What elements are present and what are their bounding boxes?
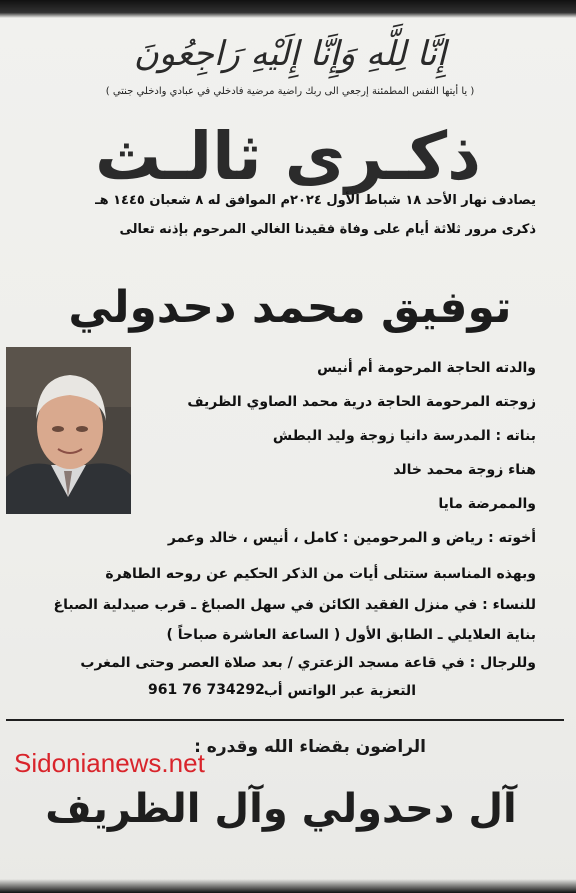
family-mother: والدته الحاجة المرحومة أم أنيس	[317, 360, 536, 376]
verse-subtitle: ( يا أيتها النفس المطمئنة إرجعي الى ربك راضية مرضية فادخلي في عبادي وادخلي جنتي )	[105, 86, 475, 97]
men-venue: وللرجال : في قاعة مسجد الزعتري / بعد صلاة العصر وحتى المغرب	[80, 655, 536, 671]
occasion-line: وبهذه المناسبة ستتلى أيات من الذكر الحكيم عن روحه الطاهرة	[105, 566, 536, 582]
quran-verse: إِنَّا لِلَّهِ وَإِنَّا إِلَيْهِ رَاجِعُونَ	[133, 34, 447, 74]
bottom-shadow	[0, 879, 576, 893]
portrait-image	[6, 347, 131, 514]
condolence-label: التعزية عبر الواتس أب	[263, 683, 416, 699]
deceased-name: توفيق محمد دحدولي	[68, 282, 512, 333]
date-line: يصادف نهار الأحد ١٨ شباط الأول ٢٠٢٤م الموافق له ٨ شعبان ١٤٤٥ هـ	[95, 193, 536, 208]
phone-number: 961 76 734292	[148, 682, 265, 698]
family-brothers: أخوته : رياض و المرحومين : كامل ، أنيس ، خالد وعمر	[167, 530, 536, 546]
families-signature: آل دحدولي وآل الظريف	[45, 786, 517, 832]
resigned-label: الراضون بقضاء الله وقدره :	[194, 737, 426, 757]
women-venue-2: بناية العلايلي ـ الطابق الأول ( الساعة العاشرة صباحاً )	[166, 627, 536, 643]
divider	[6, 719, 564, 721]
family-daughters-1: بناته : المدرسة دانيا زوجة وليد البطش	[272, 428, 536, 444]
family-daughters-3: والممرضة مايا	[438, 496, 536, 512]
memorial-line: ذكرى مرور ثلاثة أيام على وفاة فقيدنا الغالي المرحوم بإذنه تعالى	[119, 222, 536, 237]
watermark: Sidonianews.net	[14, 748, 205, 778]
memorial-title: ذكـرى ثالـث	[94, 118, 482, 195]
family-wife: زوجته المرحومة الحاجة درية محمد الصاوي الظريف	[187, 394, 536, 410]
family-daughters-2: هناء زوجة محمد خالد	[393, 462, 536, 478]
top-shadow	[0, 0, 576, 18]
deceased-portrait	[6, 347, 131, 514]
women-venue-1: للنساء : في منزل الفقيد الكائن في سهل الصباغ ـ قرب صيدلية الصباغ	[53, 597, 536, 613]
